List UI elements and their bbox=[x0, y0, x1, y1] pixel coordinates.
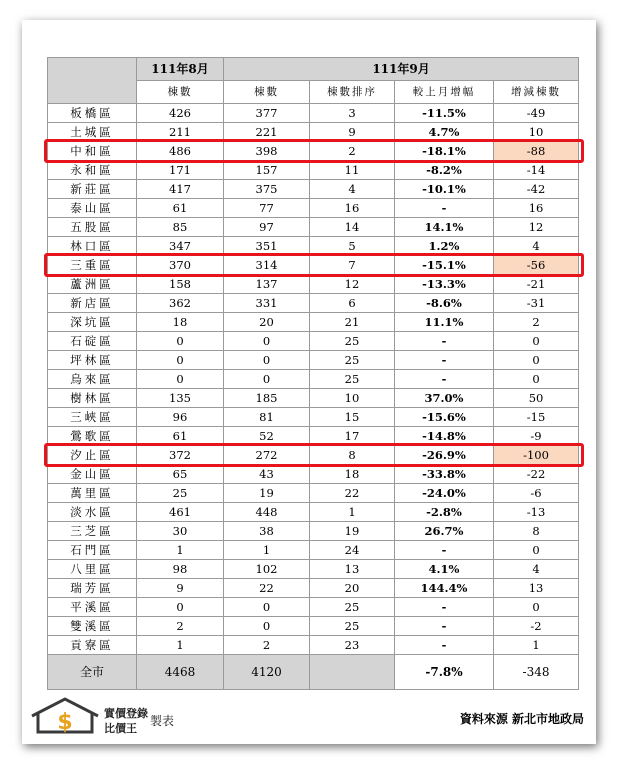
rank-cell: 18 bbox=[310, 465, 395, 484]
district-cell: 樹林區 bbox=[48, 389, 137, 408]
rank-cell: 2 bbox=[310, 142, 395, 161]
mom-cell: - bbox=[395, 636, 494, 655]
district-cell: 萬里區 bbox=[48, 484, 137, 503]
sep-units-cell: 97 bbox=[224, 218, 310, 237]
mom-cell: 144.4% bbox=[395, 579, 494, 598]
total-row bbox=[48, 655, 579, 690]
mom-cell: -24.0% bbox=[395, 484, 494, 503]
total-aug-cell: 4468 bbox=[137, 655, 224, 690]
district-cell: 烏來區 bbox=[48, 370, 137, 389]
district-cell: 蘆洲區 bbox=[48, 275, 137, 294]
brand-line2: 比價王 bbox=[104, 722, 137, 735]
aug-units-cell: 0 bbox=[137, 351, 224, 370]
mom-cell: - bbox=[395, 370, 494, 389]
aug-units-cell: 25 bbox=[137, 484, 224, 503]
mom-cell: -2.8% bbox=[395, 503, 494, 522]
total-change-cell: -348 bbox=[494, 655, 579, 690]
sep-units-cell: 0 bbox=[224, 370, 310, 389]
mom-cell: -13.3% bbox=[395, 275, 494, 294]
rank-cell: 25 bbox=[310, 351, 395, 370]
mom-cell: -11.5% bbox=[395, 104, 494, 123]
district-cell: 深坑區 bbox=[48, 313, 137, 332]
mom-cell: - bbox=[395, 541, 494, 560]
header-units-aug: 棟數 bbox=[137, 81, 224, 104]
district-cell: 淡水區 bbox=[48, 503, 137, 522]
rank-cell: 25 bbox=[310, 617, 395, 636]
mom-cell: -18.1% bbox=[395, 142, 494, 161]
aug-units-cell: 98 bbox=[137, 560, 224, 579]
district-cell: 泰山區 bbox=[48, 199, 137, 218]
aug-units-cell: 1 bbox=[137, 636, 224, 655]
change-cell: -2 bbox=[494, 617, 579, 636]
total-rank-cell bbox=[310, 655, 395, 690]
rank-cell: 5 bbox=[310, 237, 395, 256]
change-cell: -31 bbox=[494, 294, 579, 313]
aug-units-cell: 96 bbox=[137, 408, 224, 427]
table-row bbox=[48, 218, 579, 237]
aug-units-cell: 9 bbox=[137, 579, 224, 598]
table-row bbox=[48, 484, 579, 503]
sep-units-cell: 22 bbox=[224, 579, 310, 598]
aug-units-cell: 61 bbox=[137, 427, 224, 446]
table-row bbox=[48, 541, 579, 560]
district-cell: 三芝區 bbox=[48, 522, 137, 541]
mom-cell: -8.2% bbox=[395, 161, 494, 180]
sep-units-cell: 157 bbox=[224, 161, 310, 180]
rank-cell: 25 bbox=[310, 332, 395, 351]
sep-units-cell: 221 bbox=[224, 123, 310, 142]
aug-units-cell: 211 bbox=[137, 123, 224, 142]
rank-cell: 16 bbox=[310, 199, 395, 218]
change-cell: -49 bbox=[494, 104, 579, 123]
table-row bbox=[48, 579, 579, 598]
mom-cell: 26.7% bbox=[395, 522, 494, 541]
sep-units-cell: 102 bbox=[224, 560, 310, 579]
rank-cell: 9 bbox=[310, 123, 395, 142]
mom-cell: -15.1% bbox=[395, 256, 494, 275]
table-row bbox=[48, 522, 579, 541]
district-cell: 永和區 bbox=[48, 161, 137, 180]
rank-cell: 12 bbox=[310, 275, 395, 294]
change-cell: 0 bbox=[494, 332, 579, 351]
rank-cell: 11 bbox=[310, 161, 395, 180]
rank-cell: 20 bbox=[310, 579, 395, 598]
aug-units-cell: 347 bbox=[137, 237, 224, 256]
sep-units-cell: 2 bbox=[224, 636, 310, 655]
change-cell: 0 bbox=[494, 541, 579, 560]
aug-units-cell: 171 bbox=[137, 161, 224, 180]
rank-cell: 10 bbox=[310, 389, 395, 408]
table-row bbox=[48, 560, 579, 579]
table-row bbox=[48, 199, 579, 218]
change-cell: -88 bbox=[494, 142, 579, 161]
aug-units-cell: 1 bbox=[137, 541, 224, 560]
mom-cell: -8.6% bbox=[395, 294, 494, 313]
total-sep-cell: 4120 bbox=[224, 655, 310, 690]
table-row bbox=[48, 351, 579, 370]
change-cell: 2 bbox=[494, 313, 579, 332]
district-cell: 新莊區 bbox=[48, 180, 137, 199]
rank-cell: 1 bbox=[310, 503, 395, 522]
sep-units-cell: 43 bbox=[224, 465, 310, 484]
rank-cell: 15 bbox=[310, 408, 395, 427]
mom-cell: 1.2% bbox=[395, 237, 494, 256]
change-cell: 8 bbox=[494, 522, 579, 541]
aug-units-cell: 61 bbox=[137, 199, 224, 218]
aug-units-cell: 461 bbox=[137, 503, 224, 522]
change-cell: 0 bbox=[494, 598, 579, 617]
rank-cell: 17 bbox=[310, 427, 395, 446]
sep-units-cell: 137 bbox=[224, 275, 310, 294]
table-row bbox=[48, 161, 579, 180]
total-district-cell: 全市 bbox=[48, 655, 137, 690]
brand-name bbox=[104, 706, 148, 736]
header-change: 增減棟數 bbox=[494, 81, 579, 104]
change-cell: -100 bbox=[494, 446, 579, 465]
aug-units-cell: 0 bbox=[137, 598, 224, 617]
district-cell: 中和區 bbox=[48, 142, 137, 161]
mom-cell: 11.1% bbox=[395, 313, 494, 332]
aug-units-cell: 372 bbox=[137, 446, 224, 465]
house-dollar-logo-icon bbox=[30, 696, 100, 734]
rank-cell: 7 bbox=[310, 256, 395, 275]
mom-cell: - bbox=[395, 332, 494, 351]
rank-cell: 3 bbox=[310, 104, 395, 123]
mom-cell: -10.1% bbox=[395, 180, 494, 199]
mom-cell: -14.8% bbox=[395, 427, 494, 446]
district-cell: 石碇區 bbox=[48, 332, 137, 351]
aug-units-cell: 370 bbox=[137, 256, 224, 275]
district-cell: 平溪區 bbox=[48, 598, 137, 617]
change-cell: 4 bbox=[494, 237, 579, 256]
aug-units-cell: 158 bbox=[137, 275, 224, 294]
made-by: 製表 bbox=[150, 714, 175, 728]
sep-units-cell: 0 bbox=[224, 617, 310, 636]
table-row bbox=[48, 408, 579, 427]
change-cell: -42 bbox=[494, 180, 579, 199]
change-cell: 1 bbox=[494, 636, 579, 655]
district-cell: 新店區 bbox=[48, 294, 137, 313]
mom-cell: - bbox=[395, 199, 494, 218]
sep-units-cell: 272 bbox=[224, 446, 310, 465]
header-aug: 111年8月 bbox=[137, 58, 224, 81]
change-cell: -13 bbox=[494, 503, 579, 522]
change-cell: -6 bbox=[494, 484, 579, 503]
sep-units-cell: 331 bbox=[224, 294, 310, 313]
total-mom-cell: -7.8% bbox=[395, 655, 494, 690]
rank-cell: 19 bbox=[310, 522, 395, 541]
header-corner bbox=[48, 58, 137, 104]
district-cell: 板橋區 bbox=[48, 104, 137, 123]
district-cell: 土城區 bbox=[48, 123, 137, 142]
district-cell: 八里區 bbox=[48, 560, 137, 579]
rank-cell: 24 bbox=[310, 541, 395, 560]
mom-cell: - bbox=[395, 351, 494, 370]
header-row-months bbox=[48, 58, 579, 81]
sep-units-cell: 398 bbox=[224, 142, 310, 161]
rank-cell: 8 bbox=[310, 446, 395, 465]
table-row bbox=[48, 370, 579, 389]
sep-units-cell: 314 bbox=[224, 256, 310, 275]
change-cell: -15 bbox=[494, 408, 579, 427]
header-sep: 111年9月 bbox=[224, 58, 579, 81]
aug-units-cell: 0 bbox=[137, 332, 224, 351]
mom-cell: 4.1% bbox=[395, 560, 494, 579]
sep-units-cell: 0 bbox=[224, 351, 310, 370]
highlight-box bbox=[44, 443, 584, 467]
sep-units-cell: 351 bbox=[224, 237, 310, 256]
district-cell: 鶯歌區 bbox=[48, 427, 137, 446]
sep-units-cell: 185 bbox=[224, 389, 310, 408]
mom-cell: 14.1% bbox=[395, 218, 494, 237]
sep-units-cell: 375 bbox=[224, 180, 310, 199]
district-cell: 三重區 bbox=[48, 256, 137, 275]
brand-line1: 實價登錄 bbox=[104, 707, 148, 720]
sep-units-cell: 377 bbox=[224, 104, 310, 123]
change-cell: 13 bbox=[494, 579, 579, 598]
district-cell: 五股區 bbox=[48, 218, 137, 237]
change-cell: 16 bbox=[494, 199, 579, 218]
change-cell: -21 bbox=[494, 275, 579, 294]
aug-units-cell: 65 bbox=[137, 465, 224, 484]
sep-units-cell: 77 bbox=[224, 199, 310, 218]
district-cell: 金山區 bbox=[48, 465, 137, 484]
aug-units-cell: 135 bbox=[137, 389, 224, 408]
rank-cell: 14 bbox=[310, 218, 395, 237]
aug-units-cell: 486 bbox=[137, 142, 224, 161]
mom-cell: - bbox=[395, 598, 494, 617]
change-cell: -9 bbox=[494, 427, 579, 446]
sep-units-cell: 0 bbox=[224, 332, 310, 351]
sep-units-cell: 0 bbox=[224, 598, 310, 617]
rank-cell: 13 bbox=[310, 560, 395, 579]
district-cell: 坪林區 bbox=[48, 351, 137, 370]
table-row bbox=[48, 332, 579, 351]
district-cell: 林口區 bbox=[48, 237, 137, 256]
sep-units-cell: 38 bbox=[224, 522, 310, 541]
mom-cell: -33.8% bbox=[395, 465, 494, 484]
header-units-sep: 棟數 bbox=[224, 81, 310, 104]
aug-units-cell: 85 bbox=[137, 218, 224, 237]
aug-units-cell: 426 bbox=[137, 104, 224, 123]
table-row bbox=[48, 313, 579, 332]
mom-cell: -15.6% bbox=[395, 408, 494, 427]
rank-cell: 22 bbox=[310, 484, 395, 503]
district-cell: 瑞芳區 bbox=[48, 579, 137, 598]
header-rank: 棟數排序 bbox=[310, 81, 395, 104]
district-cell: 三峽區 bbox=[48, 408, 137, 427]
district-cell: 汐止區 bbox=[48, 446, 137, 465]
sep-units-cell: 20 bbox=[224, 313, 310, 332]
aug-units-cell: 30 bbox=[137, 522, 224, 541]
district-cell: 貢寮區 bbox=[48, 636, 137, 655]
mom-cell: 4.7% bbox=[395, 123, 494, 142]
table-row bbox=[48, 598, 579, 617]
change-cell: 10 bbox=[494, 123, 579, 142]
change-cell: -22 bbox=[494, 465, 579, 484]
district-cell: 石門區 bbox=[48, 541, 137, 560]
highlight-box bbox=[44, 139, 584, 163]
highlight-box bbox=[44, 253, 584, 277]
table-row bbox=[48, 503, 579, 522]
rank-cell: 23 bbox=[310, 636, 395, 655]
aug-units-cell: 2 bbox=[137, 617, 224, 636]
rank-cell: 25 bbox=[310, 370, 395, 389]
rank-cell: 21 bbox=[310, 313, 395, 332]
sep-units-cell: 81 bbox=[224, 408, 310, 427]
change-cell: 4 bbox=[494, 560, 579, 579]
change-cell: 12 bbox=[494, 218, 579, 237]
aug-units-cell: 417 bbox=[137, 180, 224, 199]
aug-units-cell: 18 bbox=[137, 313, 224, 332]
change-cell: 0 bbox=[494, 370, 579, 389]
table-row bbox=[48, 389, 579, 408]
mom-cell: -26.9% bbox=[395, 446, 494, 465]
table-row bbox=[48, 275, 579, 294]
change-cell: 0 bbox=[494, 351, 579, 370]
table-row bbox=[48, 294, 579, 313]
table-row bbox=[48, 636, 579, 655]
mom-cell: 37.0% bbox=[395, 389, 494, 408]
header-mom: 較上月增幅 bbox=[395, 81, 494, 104]
aug-units-cell: 362 bbox=[137, 294, 224, 313]
sep-units-cell: 19 bbox=[224, 484, 310, 503]
change-cell: 50 bbox=[494, 389, 579, 408]
table-row bbox=[48, 180, 579, 199]
rank-cell: 4 bbox=[310, 180, 395, 199]
rank-cell: 25 bbox=[310, 598, 395, 617]
mom-cell: - bbox=[395, 617, 494, 636]
rank-cell: 6 bbox=[310, 294, 395, 313]
sep-units-cell: 52 bbox=[224, 427, 310, 446]
sep-units-cell: 448 bbox=[224, 503, 310, 522]
data-source: 資料來源 新北市地政局 bbox=[459, 712, 584, 726]
aug-units-cell: 0 bbox=[137, 370, 224, 389]
district-cell: 雙溪區 bbox=[48, 617, 137, 636]
sep-units-cell: 1 bbox=[224, 541, 310, 560]
change-cell: -14 bbox=[494, 161, 579, 180]
change-cell: -56 bbox=[494, 256, 579, 275]
table-row bbox=[48, 465, 579, 484]
table-row bbox=[48, 617, 579, 636]
svg-text:$: $ bbox=[57, 710, 73, 734]
table-row bbox=[48, 104, 579, 123]
